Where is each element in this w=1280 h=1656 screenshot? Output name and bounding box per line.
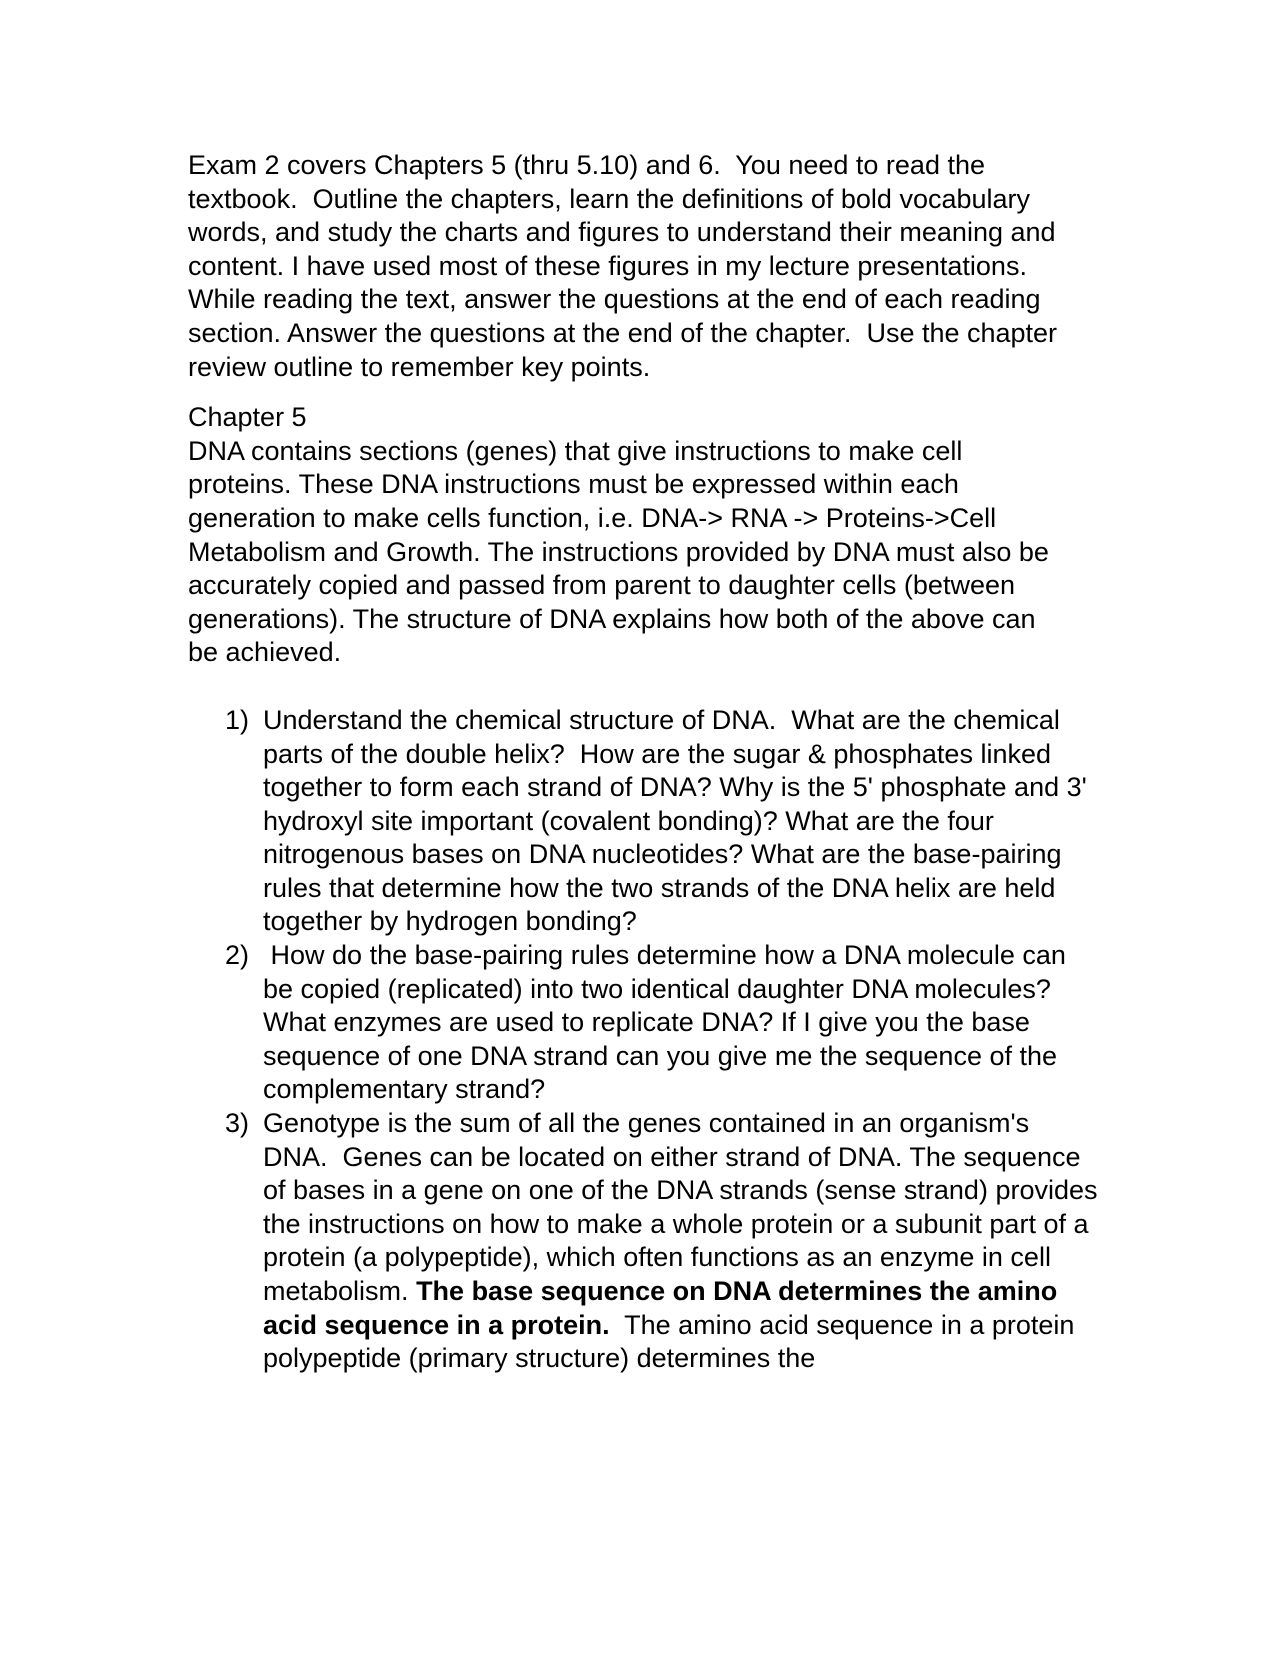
question-number: 2)	[225, 940, 250, 971]
question-item-1	[188, 704, 1098, 939]
question-text-regular: Genotype is the sum of all the genes contained in an organism's DNA. Genes can be located on either strand of DNA. The sequence of bases in a gene on one of the DNA strands (sense strand) provides the instructions on how to make a whole protein or a subunit part of a protein (a polypeptide), which often functions as an enzyme in cell metabolism.	[263, 1108, 1106, 1306]
question-item-3	[188, 1107, 1106, 1376]
paragraph-spacer	[188, 670, 1088, 704]
question-text-bold-emphasis: The base sequence on DNA determines the amino acid sequence in a protein.	[263, 1276, 1065, 1340]
chapter-5-intro-paragraph: DNA contains sections (genes) that give instructions to make cell proteins. These DNA instructions must be expressed within each generation to make cells function, i.e. DNA-> RNA -> Proteins->Cell Metabolism and Growth. The instructions provided by DNA must also be accurately copied and passed from parent to daughter cells (between generations). The structure of DNA explains how both of the above can be achieved.	[188, 435, 1057, 668]
paragraph-spacer	[188, 384, 1088, 401]
document-page	[188, 149, 1106, 1376]
question-text: Understand the chemical structure of DNA. What are the chemical parts of the double helix? How are the sugar & phosphates linked together to form each strand of DNA? Why is the 5' phosphate and 3' hydroxyl site important (covalent bonding)? What are the four nitrogenous bases on DNA nucleotides? What are the base-pairing rules that determine how the two strands of the DNA helix are held together by hydrogen bonding?	[263, 704, 1095, 937]
question-list	[188, 704, 1106, 1376]
question-item-2	[188, 939, 1098, 1107]
question-text: How do the base-pairing rules determine how a DNA molecule can be copied (replicated) into two identical daughter DNA molecules? What enzymes are used to replicate DNA? If I give you the base sequence of one DNA strand can you give me the sequence of the complementary strand?	[263, 940, 1074, 1105]
chapter-5-heading: Chapter 5	[188, 402, 307, 433]
question-text-regular-continued: The amino acid sequence in a protein polypeptide (primary structure) determines the	[263, 1309, 1082, 1374]
intro-paragraph: Exam 2 covers Chapters 5 (thru 5.10) and 6. You need to read the textbook. Outline the chapters, learn the definitions of bold vocabulary words, and study the charts and figures to understand their meaning and content. I have used most of these figures in my lecture presentations. While reading the text, answer the questions at the end of each reading section. Answer the questions at the end of the chapter. Use the chapter review outline to remember key points.	[188, 150, 1065, 382]
question-text	[263, 1107, 1106, 1376]
question-number: 1)	[225, 704, 250, 735]
question-number: 3)	[225, 1108, 250, 1139]
